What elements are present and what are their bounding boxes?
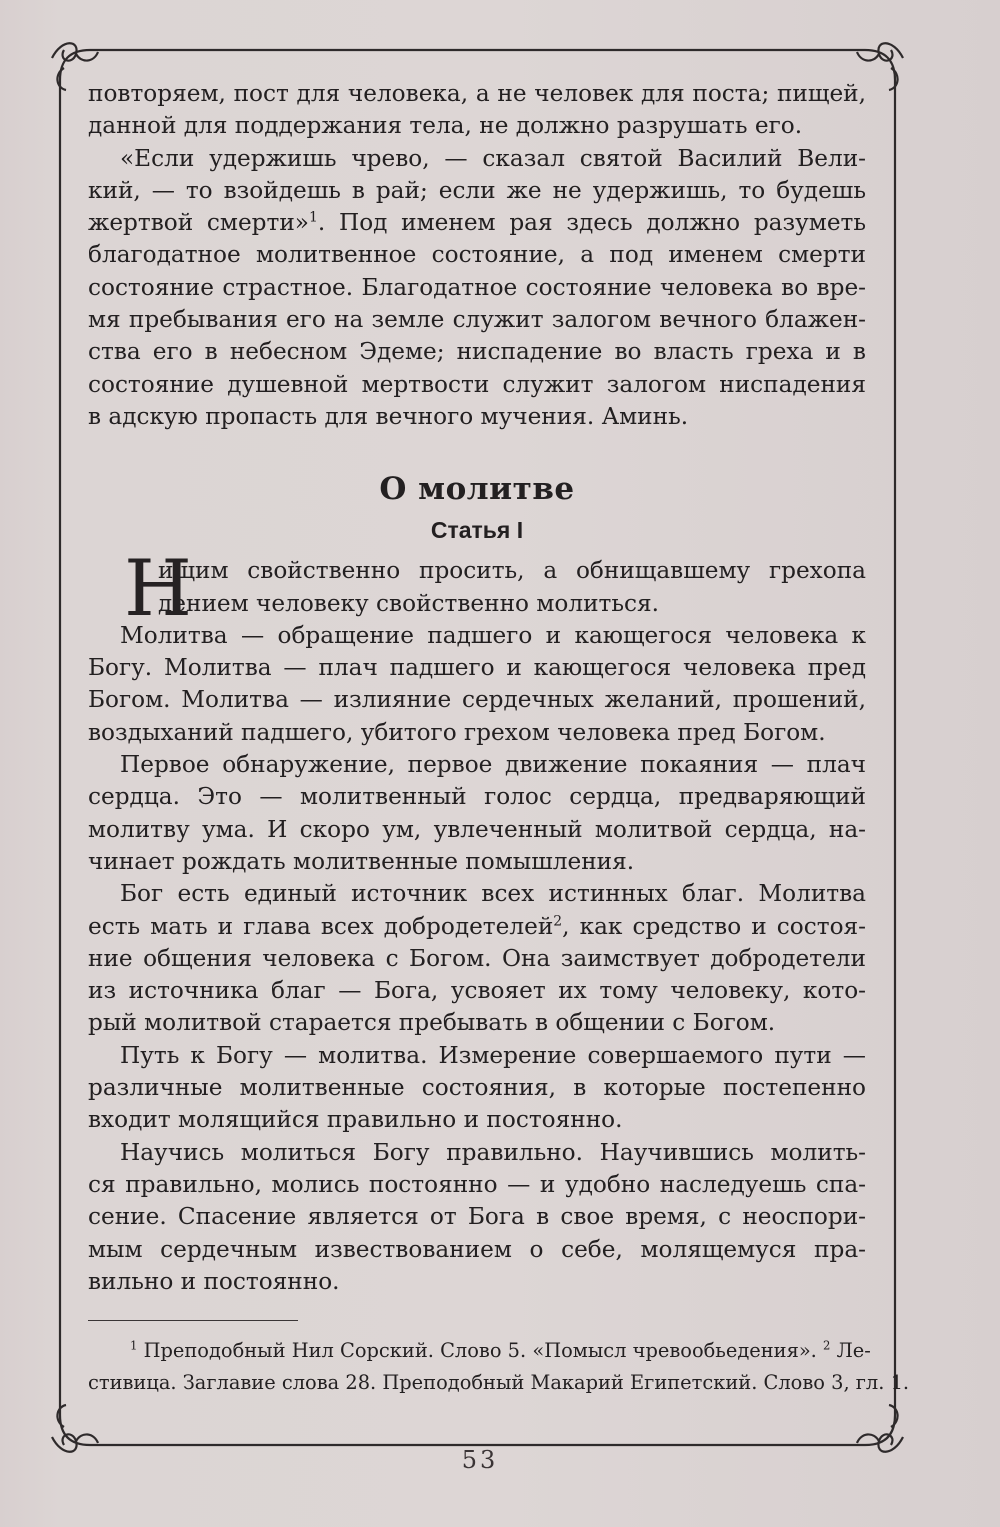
- text-line: Молитва — обращение падшего и кающегося человека к: [120, 621, 866, 649]
- footnotes: [88, 1335, 910, 1399]
- text-line: рый молитвой старается пребывать в общении с Богом.: [88, 1009, 776, 1037]
- footnote-marker-1: 1: [309, 209, 318, 226]
- paragraph-prayer-definition: [88, 620, 866, 749]
- footnote-line: [88, 1335, 871, 1367]
- chapter-title: О молитве: [379, 471, 575, 508]
- text-fragment: . Под именем рая здесь должно разуметь: [317, 209, 866, 237]
- text-line: молитву ума. И скоро ум, увлеченный молитвой сердца, на-: [88, 815, 866, 843]
- paragraph-continuation: [88, 78, 866, 143]
- text-line: воздыханий падшего, убитого грехом человека пред Богом.: [88, 718, 826, 746]
- text-line: в адскую пропасть для вечного мучения. Аминь.: [88, 402, 689, 430]
- paragraph-path-to-god: [88, 1040, 866, 1137]
- paragraph-learn-to-pray: [88, 1137, 866, 1298]
- footnote-number: 2: [823, 1338, 831, 1353]
- text-line: данной для поддержания тела, не должно разрушать его.: [88, 112, 803, 140]
- text-fragment: жертвой смерти»: [88, 209, 309, 237]
- text-line: ищим свойственно просить, а обнищавшему грехопа: [158, 557, 866, 585]
- paragraph-repentance: [88, 749, 866, 878]
- text-line: ние общения человека с Богом. Она заимствует добродетели: [88, 944, 866, 972]
- footnote-marker-2: 2: [553, 912, 563, 929]
- text-line: мя пребывания его на земле служит залогом вечного блажен-: [88, 306, 866, 334]
- text-line: [88, 207, 866, 239]
- footnote-text: Ле-: [830, 1339, 871, 1363]
- text-line: Богом. Молитва — излияние сердечных желаний, прошений,: [88, 686, 866, 714]
- text-line: из источника благ — Бога, усвояет их тому человеку, кото-: [88, 977, 866, 1005]
- text-line: входит молящийся правильно и постоянно.: [88, 1106, 623, 1134]
- text-line: чинает рождать молитвенные помышления.: [88, 847, 635, 875]
- page-text: [88, 78, 910, 1399]
- text-line: вильно и постоянно.: [88, 1267, 340, 1295]
- text-line: повторяем, пост для человека, а не человек для поста; пищей,: [88, 80, 866, 107]
- text-line: мым сердечным извествованием о себе, молящемуся пра-: [88, 1235, 866, 1263]
- footnote-divider: [88, 1320, 298, 1321]
- article-title: Статья I: [430, 517, 524, 544]
- footnote-text: Преподобный Нил Сорский. Слово 5. «Помысл чревообьедения».: [137, 1339, 817, 1363]
- text-line: состояние душевной мертвости служит залогом ниспадения: [88, 370, 866, 398]
- text-line: состояние страстное. Благодатное состояние человека во вре-: [88, 273, 866, 301]
- text-line: сение. Спасение является от Бога в свое время, с неоспори-: [88, 1203, 866, 1231]
- drop-cap: Н: [124, 544, 193, 635]
- text-line: Путь к Богу — молитва. Измерение совершаемого пути —: [120, 1041, 866, 1069]
- page-number: 53: [461, 1446, 499, 1474]
- text-line: ства его в небесном Эдеме; ниспадение во власть греха и в: [88, 338, 866, 366]
- text-line: различные молитвенные состояния, в которые постепенно: [88, 1074, 866, 1102]
- text-line: сердца. Это — молитвенный голос сердца, предваряющий: [88, 783, 866, 811]
- paragraph-source-of-good: [88, 878, 866, 1039]
- text-line: [88, 911, 866, 943]
- text-fragment: есть мать и глава всех добродетелей: [88, 912, 554, 940]
- text-line: Богу. Молитва — плач падшего и кающегося человека пред: [88, 654, 866, 682]
- text-line: дением человеку свойственно молиться.: [158, 589, 659, 617]
- text-line: «Если удержишь чрево, — сказал святой Василий Вели-: [120, 144, 866, 172]
- text-line: Бог есть единый источник всех истинных благ. Молитва: [120, 880, 866, 908]
- text-line: кий, — то взойдешь в рай; если же не удержишь, то будешь: [88, 176, 866, 204]
- footnote-line: стивица. Заглавие слова 28. Преподобный Макарий Египетский. Слово 3, гл. 1.: [88, 1371, 910, 1395]
- text-line: Научись молиться Богу правильно. Научившись молить-: [120, 1138, 866, 1166]
- text-line: ся правильно, молись постоянно — и удобно наследуешь спа-: [88, 1170, 866, 1198]
- footnote-number: 1: [130, 1338, 138, 1353]
- text-fragment: , как средство и состоя-: [562, 912, 866, 940]
- text-line: Первое обнаружение, первое движение покаяния — плач: [120, 751, 866, 779]
- paragraph-vasily-quote: [88, 143, 866, 434]
- text-line: благодатное молитвенное состояние, а под именем смерти: [88, 241, 866, 269]
